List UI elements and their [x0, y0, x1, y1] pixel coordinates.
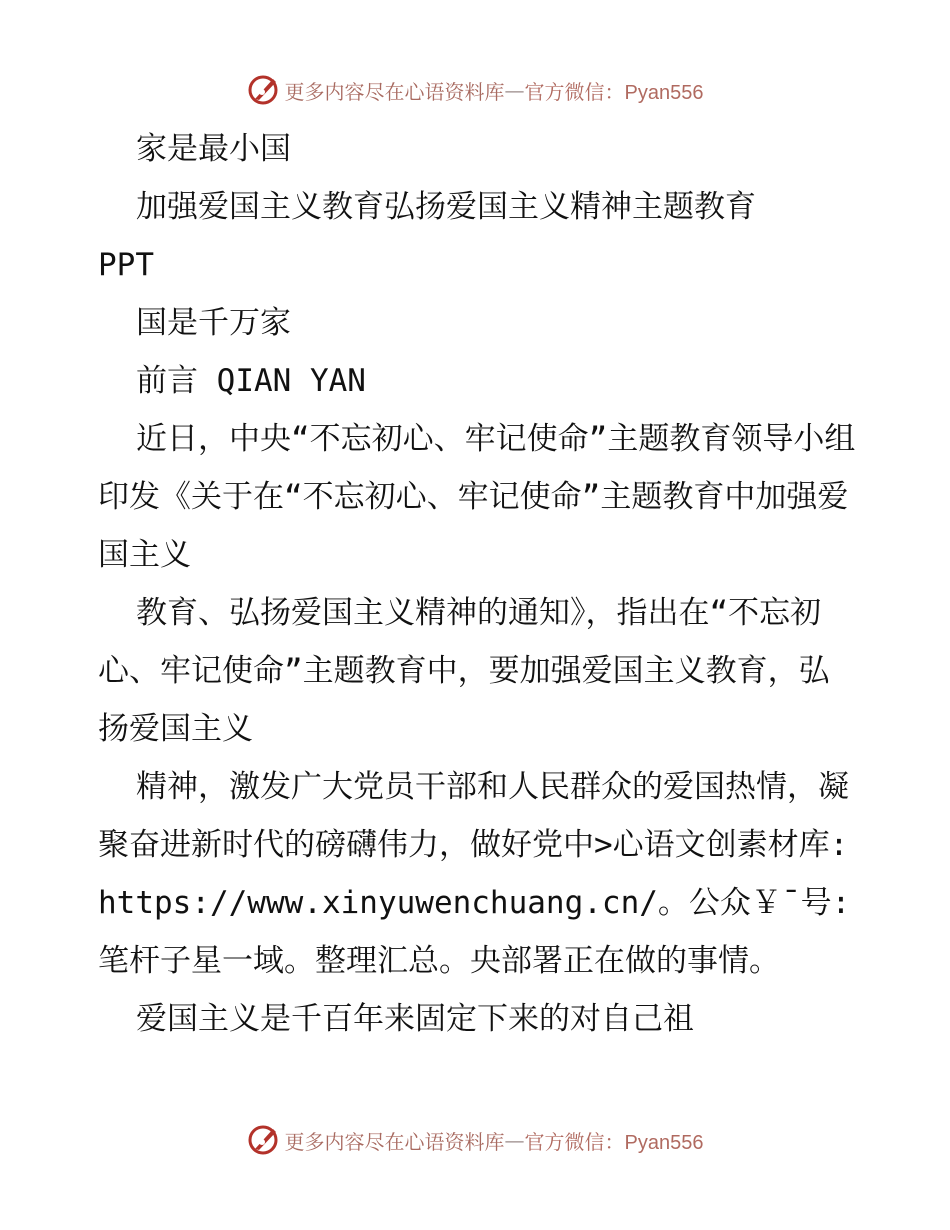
banner-wechat: 官方微信：Pyan556 — [524, 1131, 704, 1154]
banner-separator: — — [504, 1128, 525, 1152]
document-body — [98, 120, 858, 1048]
quill-logo-icon — [247, 1123, 281, 1157]
header-banner — [0, 70, 950, 110]
paragraph: 近日，中央“不忘初心、牢记使命”主题教育领导小组印发《关于在“不忘初心、牢记使命”主题教育中加强爱国主义 — [98, 421, 856, 573]
banner-separator: — — [504, 78, 525, 102]
paragraph: PPT — [98, 247, 154, 283]
paragraph: 加强爱国主义教育弘扬爱国主义精神主题教育 — [136, 189, 756, 225]
paragraph: 教育、弘扬爱国主义精神的通知》，指出在“不忘初心、牢记使命”主题教育中，要加强爱国主义教育，弘扬爱国主义 — [98, 595, 830, 747]
paragraph: 爱国主义是千百年来固定下来的对自己祖 — [136, 1001, 694, 1037]
paragraph: 精神，激发广大党员干部和人民群众的爱国热情，凝聚奋进新时代的磅礴伟力，做好党中>心语文创素材库: https://www.xinyuwenchuang.cn/。公众￥¯号: 笔杆子星一域。整理汇总。央部署正在做的事情。 — [98, 769, 851, 979]
paragraph: 家是最小国 — [136, 131, 291, 167]
paragraph: 国是千万家 — [136, 305, 291, 341]
footer-banner — [0, 1120, 950, 1160]
banner-wechat: 官方微信：Pyan556 — [524, 81, 704, 104]
quill-logo-icon — [247, 73, 281, 107]
banner-text: 更多内容尽在心语资料库 — [284, 79, 505, 104]
paragraph: 前言 QIAN YAN — [136, 363, 366, 399]
banner-text: 更多内容尽在心语资料库 — [284, 1129, 505, 1154]
